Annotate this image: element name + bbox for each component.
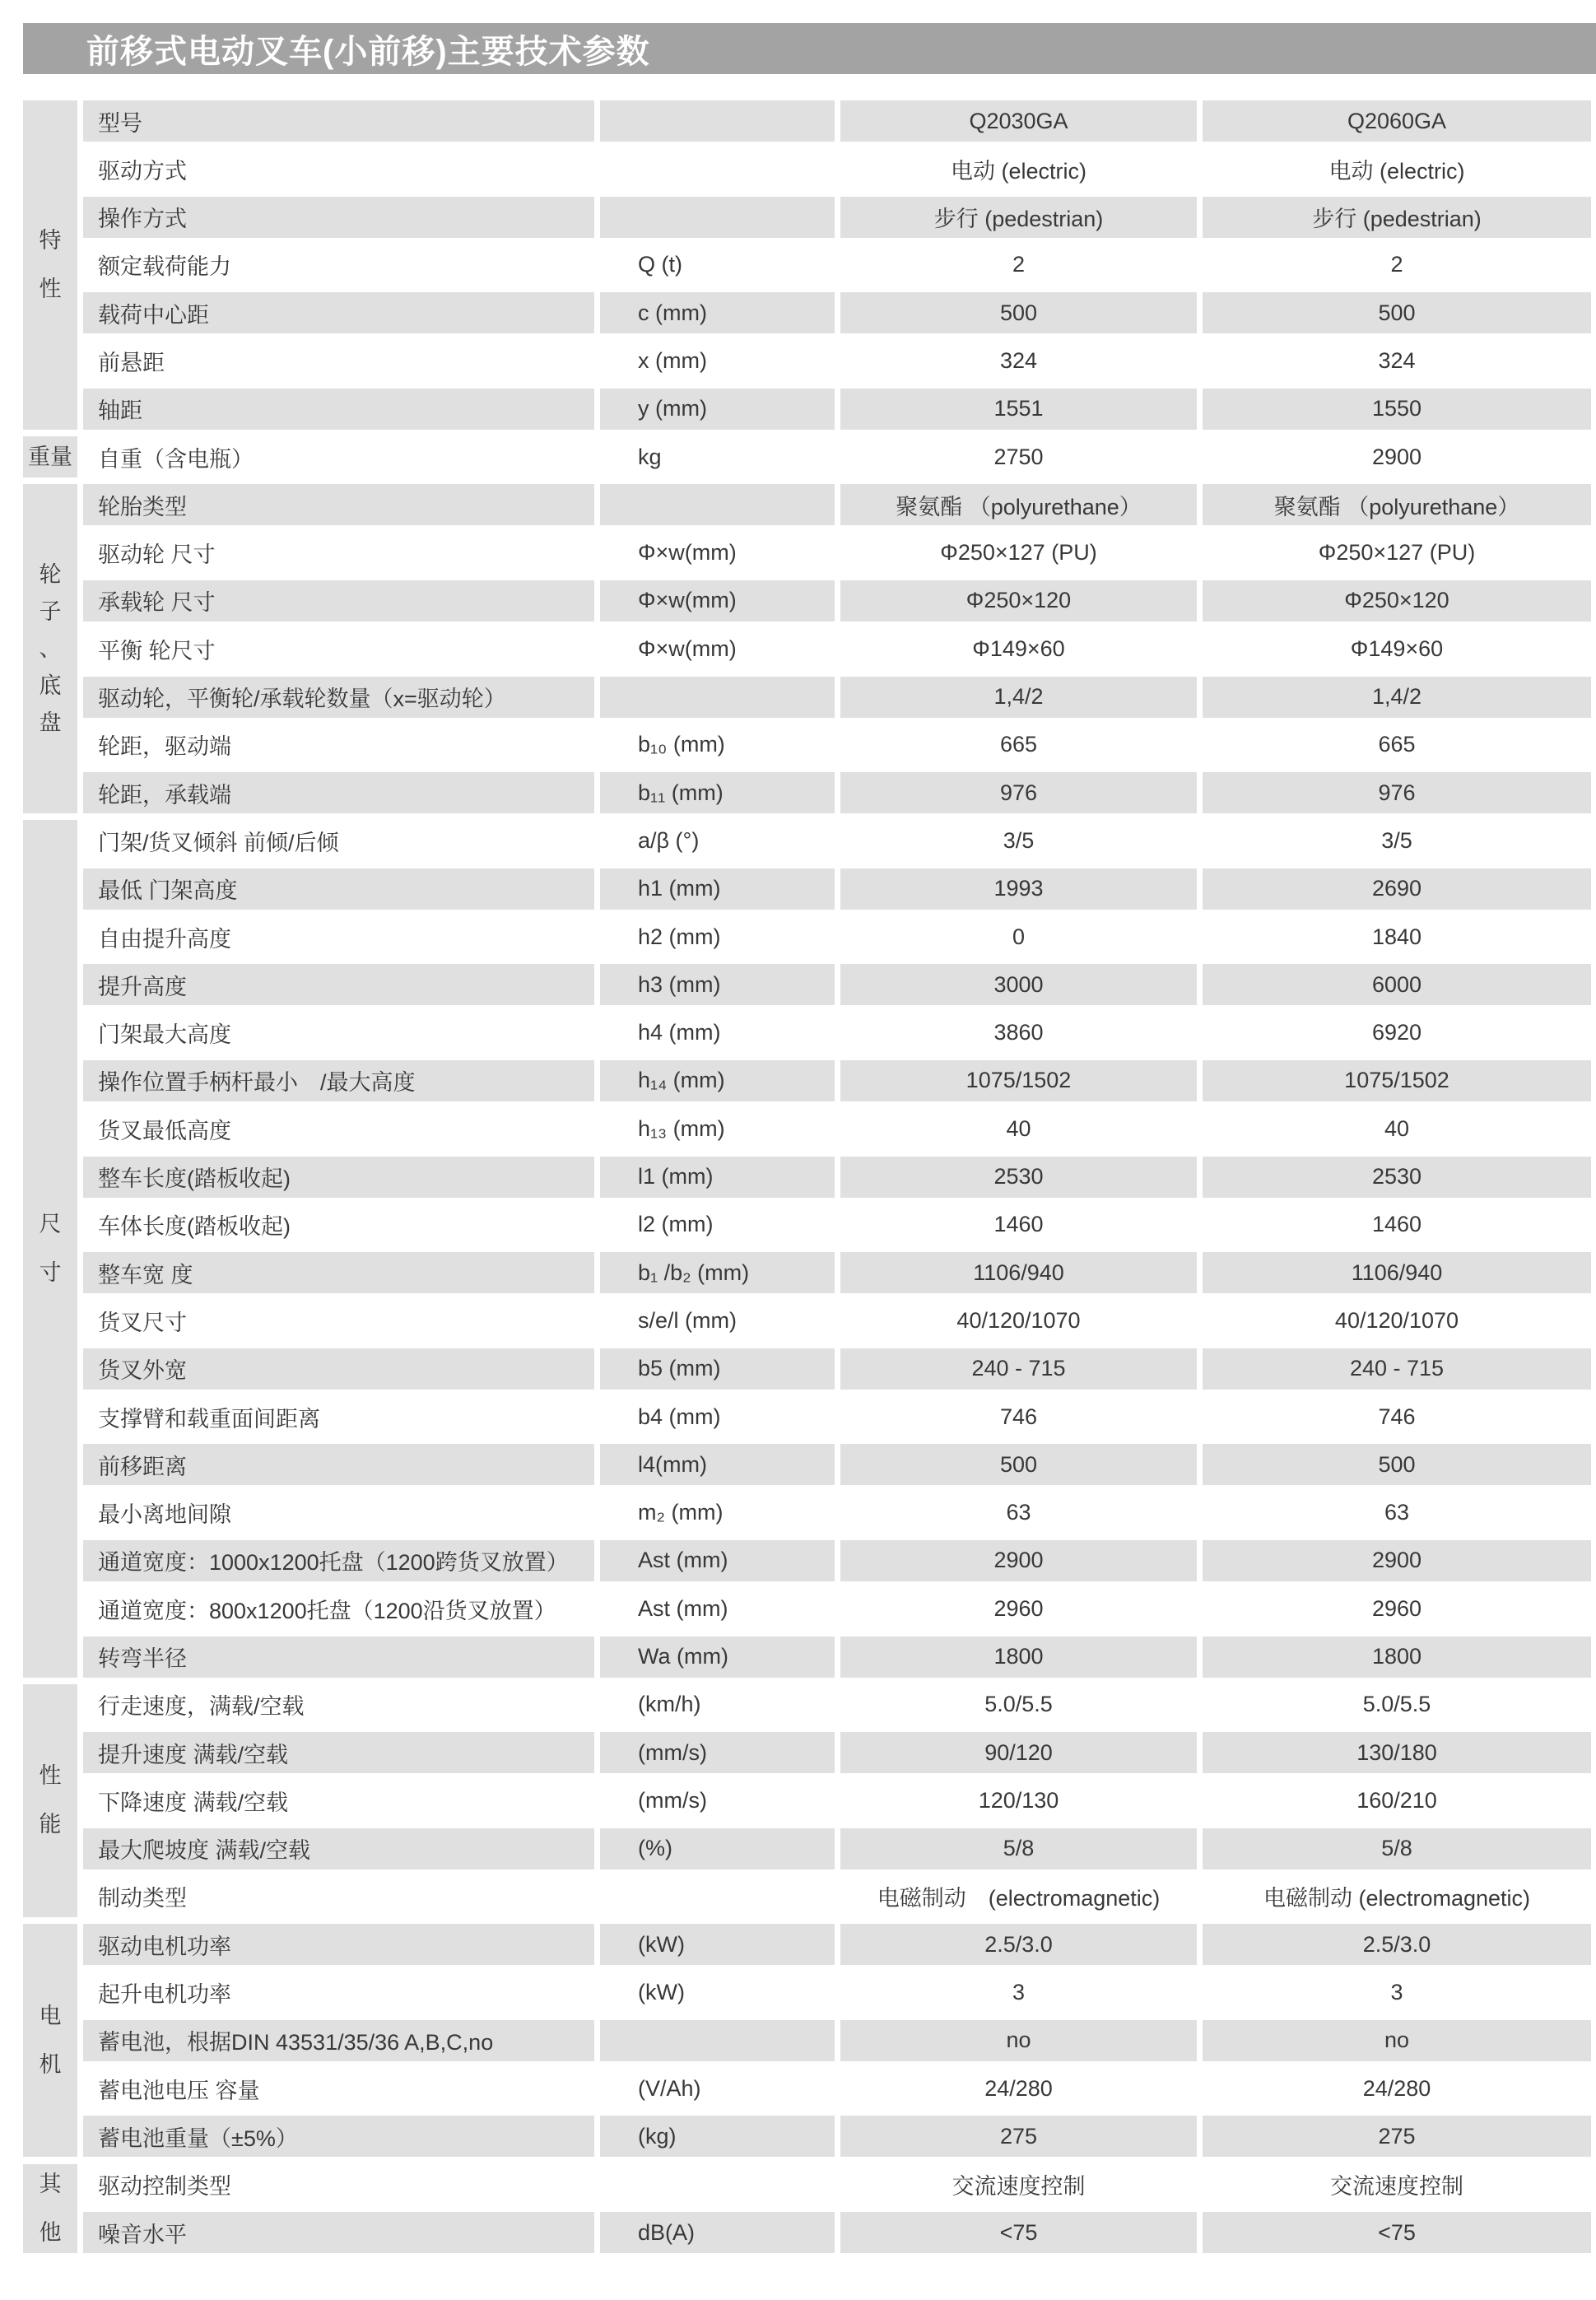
param-unit-cell: Φ×w(mm) xyxy=(600,580,835,622)
group-label-char: 性 xyxy=(39,276,62,301)
param-name-cell: 整车长度(踏板收起) xyxy=(83,1157,594,1198)
group-label-char: 他 xyxy=(39,2219,62,2245)
table-row xyxy=(83,677,1591,718)
value-cell-q2030ga: Φ250×120 xyxy=(840,580,1197,622)
table-row xyxy=(83,2068,1591,2109)
value-cell-q2030ga: 2900 xyxy=(840,1540,1197,1581)
value-cell-q2030ga: 40 xyxy=(1006,1115,1031,1141)
value-cell-q2060ga: 1106/940 xyxy=(1203,1252,1591,1293)
value-cell-q2030ga: 2960 xyxy=(993,1595,1044,1621)
table-row xyxy=(83,916,1591,957)
value-cell-q2030ga: 5.0/5.5 xyxy=(984,1692,1053,1717)
value-cell-q2060ga: 聚氨酯 （polyurethane） xyxy=(1203,484,1591,525)
param-name-cell: 平衡 轮尺寸 xyxy=(98,638,216,663)
value-cell-q2030ga: 1460 xyxy=(993,1212,1044,1237)
param-unit-cell: l1 (mm) xyxy=(600,1157,835,1198)
value-cell-q2060ga: 5.0/5.5 xyxy=(1362,1692,1431,1717)
group-label-char: 尺 xyxy=(39,1211,62,1236)
value-cell-q2030ga: 1075/1502 xyxy=(840,1060,1197,1101)
value-cell-q2030ga: 90/120 xyxy=(840,1732,1197,1773)
value-cell-q2030ga: 交流速度控制 xyxy=(952,2174,1086,2200)
value-cell-q2030ga: 1800 xyxy=(840,1637,1197,1678)
param-unit-cell: h₁₃ (mm) xyxy=(638,1115,725,1141)
param-unit-cell xyxy=(600,1876,835,1917)
param-unit-cell: x (mm) xyxy=(638,347,707,373)
param-name-cell: 提升高度 xyxy=(83,964,594,1005)
group-label-char: 子 xyxy=(39,598,62,624)
param-unit-cell xyxy=(600,148,835,189)
table-row xyxy=(83,1540,1591,1581)
table-row xyxy=(83,292,1591,333)
param-name-cell: 前悬距 xyxy=(98,350,165,375)
value-cell-q2060ga: 1460 xyxy=(1371,1212,1422,1237)
group-label-char: 轮 xyxy=(39,561,62,587)
value-cell-q2060ga: 24/280 xyxy=(1362,2075,1431,2101)
param-name-cell: 下降速度 满载/空载 xyxy=(98,1790,289,1815)
value-cell-q2060ga: 1800 xyxy=(1203,1637,1591,1678)
table-row xyxy=(83,1252,1591,1293)
table-row xyxy=(83,148,1591,189)
param-unit-cell: s/e/l (mm) xyxy=(638,1307,737,1333)
value-cell-q2060ga: 500 xyxy=(1203,1444,1591,1485)
value-cell-q2030ga: 665 xyxy=(999,732,1038,757)
table-row xyxy=(83,1013,1591,1054)
table-row xyxy=(83,580,1591,622)
table-row xyxy=(83,1444,1591,1485)
table-row xyxy=(83,1108,1591,1149)
table-row xyxy=(83,484,1591,525)
section-group-label xyxy=(23,436,77,477)
value-cell-q2060ga: 240 - 715 xyxy=(1203,1348,1591,1390)
table-row xyxy=(83,2212,1591,2253)
param-unit-cell xyxy=(600,677,835,718)
section-group-label xyxy=(23,1684,77,1917)
param-unit-cell: l2 (mm) xyxy=(638,1212,714,1237)
section-rows xyxy=(83,2164,1591,2253)
value-cell-q2030ga: 500 xyxy=(840,1444,1197,1485)
value-cell-q2030ga: 电动 (electric) xyxy=(950,158,1086,184)
group-label-char: 性 xyxy=(39,1763,62,1789)
value-cell-q2060ga: 交流速度控制 xyxy=(1330,2174,1463,2200)
param-unit-cell: y (mm) xyxy=(600,389,835,430)
param-name-cell: 货叉最低高度 xyxy=(98,1118,231,1143)
group-label-char: 能 xyxy=(39,1812,62,1837)
section-group-label xyxy=(23,820,77,1677)
param-name-cell: 最低 门架高度 xyxy=(83,868,594,910)
group-label-char: 、 xyxy=(39,636,62,661)
value-cell-q2030ga: no xyxy=(840,2020,1197,2061)
value-cell-q2060ga: 2 xyxy=(1390,252,1403,277)
table-row xyxy=(83,1396,1591,1437)
value-cell-q2060ga: 40/120/1070 xyxy=(1334,1307,1459,1333)
table-row xyxy=(83,244,1591,286)
table-row xyxy=(83,340,1591,381)
param-name-cell: 支撑臂和载重面间距离 xyxy=(98,1406,320,1432)
table-row xyxy=(83,724,1591,766)
value-cell-q2030ga: 275 xyxy=(840,2116,1197,2157)
section-rows xyxy=(83,1924,1591,2157)
param-name-cell: 型号 xyxy=(83,100,594,142)
param-unit-cell: (kW) xyxy=(600,1924,835,1965)
param-unit-cell: h4 (mm) xyxy=(638,1020,721,1045)
section-group-label xyxy=(23,2164,77,2253)
table-row xyxy=(83,868,1591,910)
param-unit-cell xyxy=(600,2020,835,2061)
value-cell-q2060ga: 1,4/2 xyxy=(1203,677,1591,718)
value-cell-q2060ga: <75 xyxy=(1203,2212,1591,2253)
param-name-cell: 蓄电池，根据DIN 43531/35/36 A,B,C,no xyxy=(83,2020,594,2061)
page-title: 前移式电动叉车(小前移)主要技术参数 xyxy=(86,33,650,70)
value-cell-q2060ga: 2900 xyxy=(1203,1540,1591,1581)
table-section xyxy=(23,436,1591,477)
value-cell-q2030ga: 1551 xyxy=(840,389,1197,430)
param-unit-cell: h3 (mm) xyxy=(600,964,835,1005)
section-rows xyxy=(83,436,1591,477)
param-name-cell: 门架/货叉倾斜 前倾/后倾 xyxy=(98,830,339,855)
param-unit-cell: (mm/s) xyxy=(600,1732,835,1773)
param-name-cell: 驱动轮 尺寸 xyxy=(98,542,216,568)
table-row xyxy=(83,1300,1591,1341)
table-row xyxy=(83,1204,1591,1245)
value-cell-q2030ga: 40/120/1070 xyxy=(956,1307,1081,1333)
value-cell-q2060ga: 160/210 xyxy=(1356,1787,1437,1813)
value-cell-q2060ga: 2690 xyxy=(1203,868,1591,910)
param-unit-cell: Φ×w(mm) xyxy=(638,540,737,566)
param-name-cell: 载荷中心距 xyxy=(83,292,594,333)
param-name-cell: 通道宽度：800x1200托盘（1200沿货叉放置） xyxy=(98,1598,556,1623)
param-name-cell: 轮距，承载端 xyxy=(83,772,594,813)
section-rows xyxy=(83,484,1591,813)
param-unit-cell: Ast (mm) xyxy=(600,1540,835,1581)
section-rows xyxy=(83,820,1591,1677)
param-unit-cell: h2 (mm) xyxy=(638,924,721,949)
param-unit-cell: kg xyxy=(638,444,662,469)
title-bar xyxy=(23,23,1596,74)
param-name-cell: 轮胎类型 xyxy=(83,484,594,525)
value-cell-q2060ga: 1840 xyxy=(1371,924,1422,949)
value-cell-q2060ga: 电磁制动 (electromagnetic) xyxy=(1263,1886,1531,1911)
param-name-cell: 提升速度 满载/空载 xyxy=(83,1732,594,1773)
group-label-char: 底 xyxy=(39,673,62,698)
group-label-char: 寸 xyxy=(39,1259,62,1285)
table-section xyxy=(23,2164,1591,2253)
value-cell-q2060ga: 976 xyxy=(1203,772,1591,813)
value-cell-q2030ga: 0 xyxy=(1012,924,1026,949)
section-group-label xyxy=(23,100,77,430)
value-cell-q2060ga: 6920 xyxy=(1371,1020,1422,1045)
value-cell-q2030ga: 2 xyxy=(1012,252,1026,277)
value-cell-q2060ga: 1075/1502 xyxy=(1203,1060,1591,1101)
value-cell-q2060ga: 746 xyxy=(1378,1404,1416,1429)
value-cell-q2030ga: Φ250×127 (PU) xyxy=(940,540,1097,566)
value-cell-q2030ga: 3/5 xyxy=(1003,827,1035,853)
group-label-char: 盘 xyxy=(39,710,62,735)
param-unit-cell: b4 (mm) xyxy=(638,1404,721,1429)
param-name-cell: 驱动方式 xyxy=(98,158,187,184)
param-name-cell: 转弯半径 xyxy=(83,1637,594,1678)
param-name-cell: 货叉外宽 xyxy=(83,1348,594,1390)
table-section xyxy=(23,100,1591,430)
table-row xyxy=(83,1924,1591,1965)
param-unit-cell: h1 (mm) xyxy=(600,868,835,910)
spec-table xyxy=(23,100,1591,2253)
value-cell-q2030ga: Φ149×60 xyxy=(972,636,1065,661)
param-name-cell: 蓄电池电压 容量 xyxy=(98,2078,260,2103)
value-cell-q2060ga: 63 xyxy=(1384,1500,1410,1525)
value-cell-q2030ga: 步行 (pedestrian) xyxy=(840,197,1197,238)
table-row xyxy=(83,772,1591,813)
value-cell-q2030ga: 2750 xyxy=(993,444,1044,469)
param-unit-cell xyxy=(600,100,835,142)
table-row xyxy=(83,2020,1591,2061)
param-unit-cell: (mm/s) xyxy=(638,1787,707,1813)
table-row xyxy=(83,2116,1591,2157)
group-label-char: 机 xyxy=(39,2051,62,2077)
value-cell-q2060ga: 500 xyxy=(1203,292,1591,333)
value-cell-q2060ga: Φ149×60 xyxy=(1350,636,1444,661)
value-cell-q2030ga: 2.5/3.0 xyxy=(840,1924,1197,1965)
value-cell-q2060ga: 5/8 xyxy=(1203,1828,1591,1869)
param-unit-cell: Φ×w(mm) xyxy=(638,636,737,661)
table-row xyxy=(83,820,1591,861)
param-name-cell: 货叉尺寸 xyxy=(98,1310,187,1335)
param-name-cell: 制动类型 xyxy=(98,1886,187,1911)
value-cell-q2060ga: 步行 (pedestrian) xyxy=(1203,197,1591,238)
value-cell-q2030ga: 240 - 715 xyxy=(840,1348,1197,1390)
value-cell-q2060ga: 3/5 xyxy=(1381,827,1412,853)
table-row xyxy=(83,436,1591,477)
value-cell-q2060ga: 275 xyxy=(1203,2116,1591,2157)
table-row xyxy=(83,628,1591,669)
param-name-cell: 前移距离 xyxy=(83,1444,594,1485)
value-cell-q2030ga: 1,4/2 xyxy=(840,677,1197,718)
value-cell-q2030ga: 2530 xyxy=(840,1157,1197,1198)
param-name-cell: 门架最大高度 xyxy=(98,1022,231,1048)
value-cell-q2030ga: <75 xyxy=(840,2212,1197,2253)
group-label-char: 电 xyxy=(39,2003,62,2028)
table-row xyxy=(83,1972,1591,2014)
value-cell-q2030ga: 500 xyxy=(840,292,1197,333)
param-name-cell: 驱动电机功率 xyxy=(83,1924,594,1965)
value-cell-q2030ga: 324 xyxy=(999,347,1038,373)
value-cell-q2060ga: 130/180 xyxy=(1203,1732,1591,1773)
param-unit-cell: (km/h) xyxy=(638,1692,701,1717)
param-unit-cell: Wa (mm) xyxy=(600,1637,835,1678)
table-section xyxy=(23,484,1591,813)
param-unit-cell: h₁₄ (mm) xyxy=(600,1060,835,1101)
param-name-cell: 蓄电池重量（±5%） xyxy=(83,2116,594,2157)
param-name-cell: 最大爬坡度 满载/空载 xyxy=(83,1828,594,1869)
value-cell-q2060ga: 1550 xyxy=(1203,389,1591,430)
value-cell-q2060ga: Q2060GA xyxy=(1203,100,1591,142)
table-row xyxy=(83,1588,1591,1629)
value-cell-q2060ga: 2960 xyxy=(1371,1595,1422,1621)
param-name-cell: 行走速度，满载/空载 xyxy=(98,1694,305,1720)
param-name-cell: 整车宽 度 xyxy=(83,1252,594,1293)
table-row xyxy=(83,1876,1591,1917)
param-unit-cell: (kg) xyxy=(600,2116,835,2157)
param-unit-cell: a/β (°) xyxy=(638,827,700,853)
param-unit-cell: b₁ /b₂ (mm) xyxy=(600,1252,835,1293)
table-row xyxy=(83,1637,1591,1678)
param-unit-cell xyxy=(600,484,835,525)
table-row xyxy=(83,1780,1591,1821)
value-cell-q2030ga: 聚氨酯 （polyurethane） xyxy=(840,484,1197,525)
value-cell-q2060ga: Φ250×120 xyxy=(1203,580,1591,622)
value-cell-q2060ga: 电动 (electric) xyxy=(1328,158,1465,184)
table-row xyxy=(83,1348,1591,1390)
value-cell-q2030ga: 976 xyxy=(840,772,1197,813)
value-cell-q2030ga: 1993 xyxy=(840,868,1197,910)
value-cell-q2060ga: 3 xyxy=(1390,1980,1403,2005)
param-unit-cell: dB(A) xyxy=(600,2212,835,2253)
value-cell-q2060ga: no xyxy=(1203,2020,1591,2061)
value-cell-q2060ga: 665 xyxy=(1378,732,1416,757)
param-name-cell: 车体长度(踏板收起) xyxy=(98,1214,291,1240)
param-name-cell: 轴距 xyxy=(83,389,594,430)
section-rows xyxy=(83,1684,1591,1917)
value-cell-q2030ga: 1106/940 xyxy=(840,1252,1197,1293)
table-row xyxy=(83,1684,1591,1725)
value-cell-q2060ga: 324 xyxy=(1378,347,1416,373)
param-unit-cell: c (mm) xyxy=(600,292,835,333)
value-cell-q2030ga: 3860 xyxy=(993,1020,1044,1045)
table-row xyxy=(83,1828,1591,1869)
param-unit-cell: (%) xyxy=(600,1828,835,1869)
value-cell-q2030ga: 24/280 xyxy=(984,2075,1053,2101)
param-name-cell: 承载轮 尺寸 xyxy=(83,580,594,622)
value-cell-q2030ga: 3000 xyxy=(840,964,1197,1005)
table-row xyxy=(83,100,1591,142)
value-cell-q2060ga: 2.5/3.0 xyxy=(1203,1924,1591,1965)
param-unit-cell: (kW) xyxy=(638,1980,685,2005)
param-name-cell: 操作方式 xyxy=(83,197,594,238)
param-name-cell: 轮距，驱动端 xyxy=(98,734,231,760)
table-row xyxy=(83,1732,1591,1773)
param-name-cell: 起升电机功率 xyxy=(98,1982,231,2008)
value-cell-q2030ga: 746 xyxy=(999,1404,1038,1429)
group-label-text: 重量 xyxy=(28,444,72,469)
value-cell-q2060ga: 2530 xyxy=(1203,1157,1591,1198)
table-row xyxy=(83,1157,1591,1198)
table-row xyxy=(83,1492,1591,1534)
param-name-cell: 额定载荷能力 xyxy=(98,254,231,280)
param-unit-cell: Ast (mm) xyxy=(638,1595,728,1621)
value-cell-q2030ga: 120/130 xyxy=(978,1787,1059,1813)
table-row xyxy=(83,389,1591,430)
table-section xyxy=(23,1684,1591,1917)
table-row xyxy=(83,197,1591,238)
section-rows xyxy=(83,100,1591,430)
group-label-char: 其 xyxy=(39,2171,62,2196)
value-cell-q2030ga: 电磁制动 (electromagnetic) xyxy=(877,1886,1161,1911)
param-unit-cell: Q (t) xyxy=(638,252,682,277)
value-cell-q2060ga: 6000 xyxy=(1203,964,1591,1005)
param-unit-cell xyxy=(600,197,835,238)
param-name-cell: 最小离地间隙 xyxy=(98,1502,231,1528)
value-cell-q2030ga: Q2030GA xyxy=(840,100,1197,142)
section-group-label xyxy=(23,484,77,813)
value-cell-q2060ga: 40 xyxy=(1384,1115,1410,1141)
value-cell-q2030ga: 63 xyxy=(1006,1500,1031,1525)
value-cell-q2030ga: 3 xyxy=(1012,1980,1026,2005)
param-unit-cell: b₁₁ (mm) xyxy=(600,772,835,813)
section-group-label xyxy=(23,1924,77,2157)
param-unit-cell: m₂ (mm) xyxy=(638,1500,724,1525)
param-unit-cell: l4(mm) xyxy=(600,1444,835,1485)
table-row xyxy=(83,533,1591,574)
param-unit-cell: b5 (mm) xyxy=(600,1348,835,1390)
param-name-cell: 自重（含电瓶） xyxy=(98,446,254,472)
table-row xyxy=(83,964,1591,1005)
param-name-cell: 驱动控制类型 xyxy=(98,2174,231,2200)
param-name-cell: 通道宽度：1000x1200托盘（1200跨货叉放置） xyxy=(83,1540,594,1581)
table-row xyxy=(83,2164,1591,2205)
param-name-cell: 驱动轮，平衡轮/承载轮数量（x=驱动轮） xyxy=(83,677,594,718)
value-cell-q2060ga: 2900 xyxy=(1371,444,1422,469)
group-label-char: 特 xyxy=(39,227,62,253)
table-row xyxy=(83,1060,1591,1101)
table-section xyxy=(23,1924,1591,2157)
param-unit-cell: b₁₀ (mm) xyxy=(638,732,725,757)
param-name-cell: 自由提升高度 xyxy=(98,926,231,952)
value-cell-q2030ga: 5/8 xyxy=(840,1828,1197,1869)
value-cell-q2060ga: Φ250×127 (PU) xyxy=(1318,540,1476,566)
param-unit-cell xyxy=(600,2164,835,2205)
param-name-cell: 噪音水平 xyxy=(83,2212,594,2253)
table-section xyxy=(23,820,1591,1677)
param-unit-cell: (V/Ah) xyxy=(638,2075,701,2101)
param-name-cell: 操作位置手柄杆最小 /最大高度 xyxy=(83,1060,594,1101)
